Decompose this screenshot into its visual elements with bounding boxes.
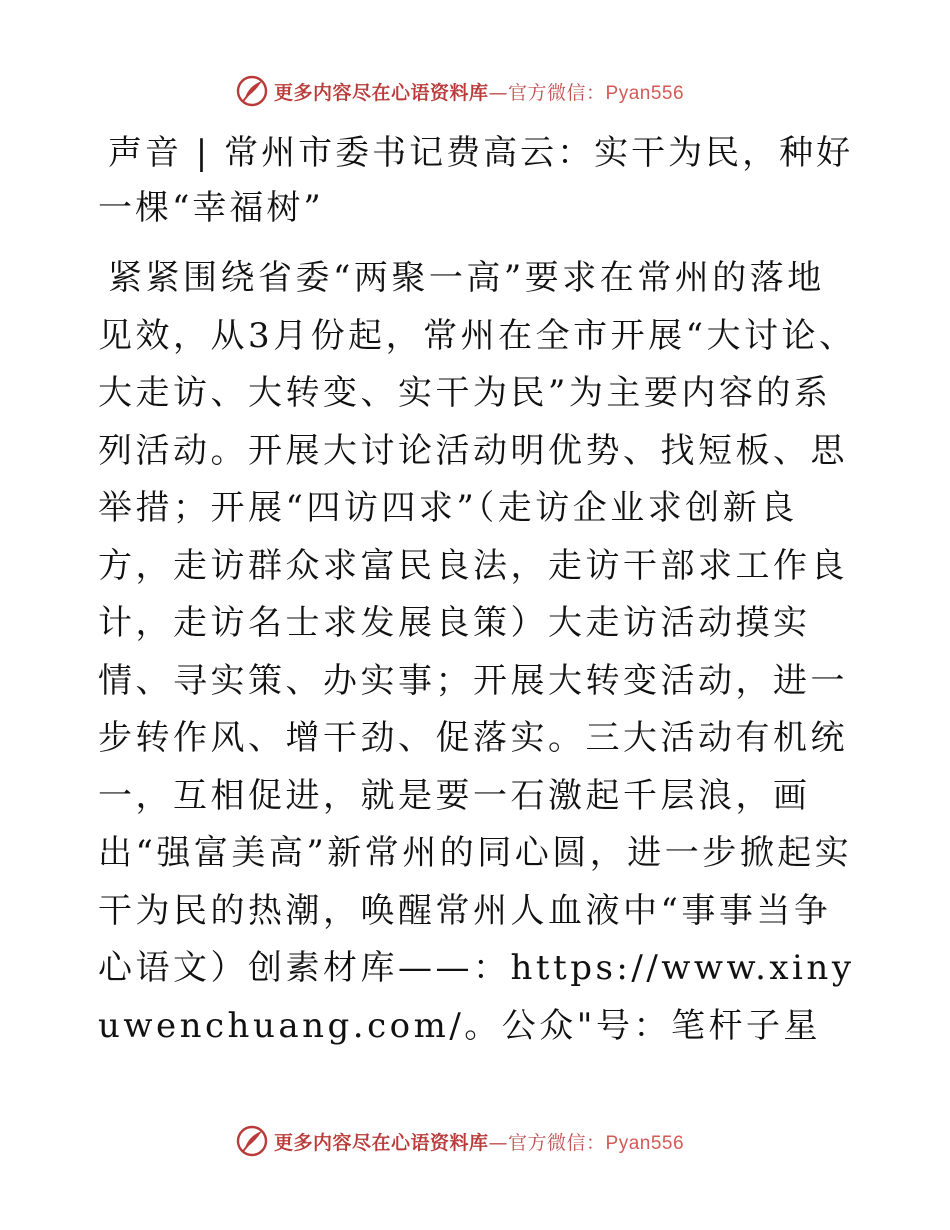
header-watermark — [236, 74, 684, 108]
document-body-paragraph: 紧紧围绕省委“两聚一高”要求在常州的落地见效，从3月份起，常州在全市开展“大讨论、大走访、大转变、实干为民”为主要内容的系列活动。开展大讨论活动明优势、找短板、思举措；开展“四访四求”（走访企业求创新良方，走访群众求富民良法，走访干部求工作良计，走访名士求发展良策）大走访活动摸实情、寻实策、办实事；开展大转变活动，进一步转作风、增干劲、促落实。三大活动有机统一，互相促进，就是要一石激起千层浪，画出“强富美高”新常州的同心圆，进一步掀起实干为民的热潮，唤醒常州人血液中“事事当争心语文）创素材库——：https://www.xinyuwenchuang.com/。公众"号：笔杆子星 — [98, 258, 857, 1046]
watermark-wechat-id: Pyan556 — [605, 82, 685, 104]
document-title: 声音 | 常州市委书记费高云：实干为民，种好一棵“幸福树” — [98, 133, 854, 228]
watermark-label: 官方微信： — [508, 1131, 606, 1154]
watermark-separator: — — [488, 81, 509, 104]
watermark-brand: 更多内容尽在心语资料库 — [274, 81, 489, 104]
footer-watermark — [236, 1124, 684, 1158]
feather-pen-logo-icon — [236, 1125, 268, 1157]
watermark-wechat-id: Pyan556 — [605, 1132, 685, 1154]
watermark-label: 官方微信： — [508, 81, 606, 104]
watermark-separator: — — [488, 1131, 509, 1154]
watermark-brand: 更多内容尽在心语资料库 — [274, 1131, 489, 1154]
feather-pen-logo-icon — [236, 75, 268, 107]
